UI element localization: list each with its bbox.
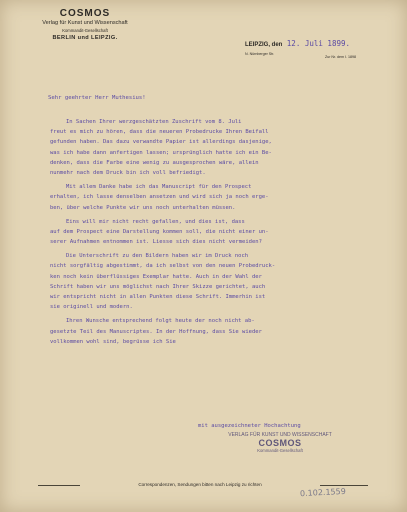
- letter-line: denken, dass die Farbe eine wenig zu ausgesprochen wäre, allein: [50, 159, 259, 166]
- letter-line: nicht sorgfältig abgestimmt, da ich selbst von den neuen Probedruck-: [50, 263, 276, 270]
- letter-line: ben, über welche Punkte wir uns noch unterhalten müssen.: [50, 204, 236, 211]
- archive-mark: 0.102.1559: [299, 486, 347, 499]
- letter-line: nunmehr nach dem Druck bin ich voll befriedigt.: [50, 169, 206, 176]
- company-type: Kommandit-Gesellschaft: [62, 28, 108, 33]
- letter-line: gesetzte Teil des Manuscriptes. In der Hoffnung, dass Sie wieder: [50, 328, 262, 335]
- company-city: BERLIN und LEIPZIG.: [52, 35, 118, 41]
- stamp-line-3: Kommandit-Gesellschaft: [257, 448, 303, 453]
- letter-body: [50, 117, 370, 347]
- letter-line: serer Aufnahmen entnommen ist. Liesse sich dies nicht vermeiden?: [50, 239, 262, 246]
- letter-line: Ihren Wunsche entsprechend folgt heute der noch nicht ab-: [66, 318, 255, 325]
- letter-line: Schrift haben wir uns möglichst nach Ihrer Skizze gerichtet, auch: [50, 283, 266, 290]
- closing-line: mit ausgezeichneter Hochachtung: [198, 423, 301, 429]
- letterhead: [30, 8, 140, 41]
- company-stamp: [200, 432, 360, 453]
- salutation: Sehr geehrter Herr Muthesius!: [48, 95, 146, 101]
- letter-line: sie originell und modern.: [50, 304, 133, 311]
- dateline: [245, 33, 375, 59]
- footer-note: Correspondenzen, Sendungen bitten nach Leipzig zu richten: [80, 482, 320, 487]
- letter-line: gefunden haben. Das dazu verwandte Papier ist allerdings dasjenige,: [50, 139, 272, 146]
- letter-line: freut es mich zu hören, dass die neueren Probedrucke Ihren Beifall: [50, 129, 269, 136]
- letter-line: vollkommen wohl sind, begrüsse ich Sie: [50, 338, 176, 345]
- letter-line: was ich habe dann anfertigen lassen; ursprünglich hatte ich ein Be-: [50, 149, 272, 156]
- dateline-place: LEIPZIG, den: [245, 42, 283, 48]
- letter-line: erhalten, ich lasse denselben ansetzen und wird sich ja noch erge-: [50, 194, 269, 201]
- letter-line: In Sachen Ihrer werzgeschätzten Zuschrift vom 8. Juli: [66, 119, 242, 125]
- letter-line: Eins will mir nicht recht gefallen, und dies ist, dass: [66, 218, 245, 225]
- company-name: COSMOS: [59, 8, 111, 19]
- dateline-address: N. Nürnberger Str.: [245, 52, 275, 56]
- stamp-line-1: VERLAG FÜR KUNST UND WISSENSCHAFT: [228, 432, 332, 438]
- dateline-reference: Zur Nr. dem I. 1898: [325, 55, 356, 59]
- dateline-date: 12. Juli 1899.: [286, 39, 351, 48]
- letter-line: ken noch kein überflüssiges Exemplar hatte. Auch in der Wahl der: [50, 273, 262, 280]
- company-subtitle: Verlag für Kunst und Wissenschaft: [42, 20, 128, 26]
- letter-line: wir entspricht nicht in allen Punkten diese Schrift. Immerhin ist: [50, 294, 266, 300]
- letter-line: auf dem Prospect eine Darstellung kommen soll, die nicht einer un-: [50, 228, 269, 235]
- letter-line: Mit allem Danke habe ich das Manuscript für den Prospect: [66, 184, 252, 191]
- letter-line: Die Unterschrift zu den Bildern haben wir im Druck noch: [66, 253, 249, 260]
- stamp-line-2: COSMOS: [258, 438, 302, 448]
